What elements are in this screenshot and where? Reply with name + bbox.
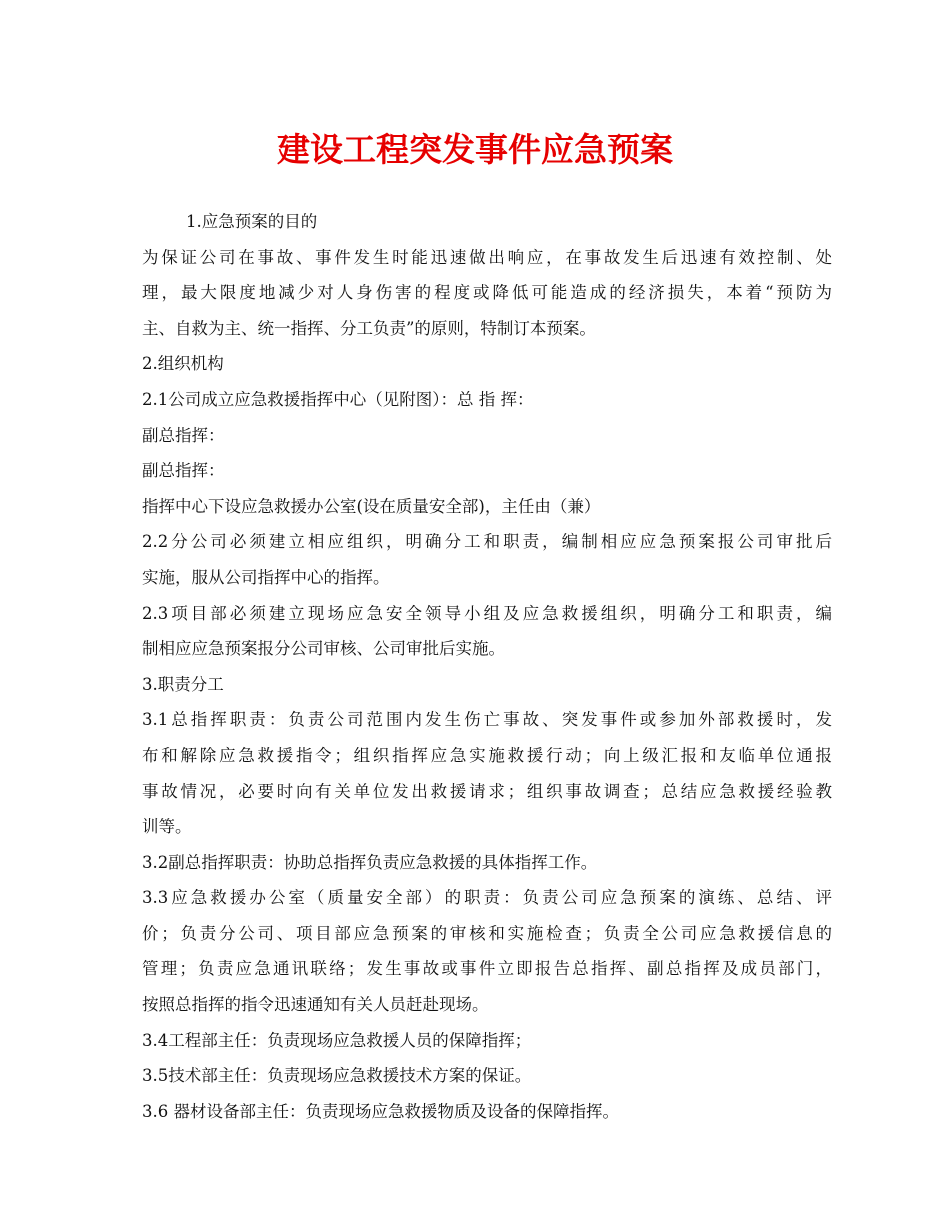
document-body [142, 204, 832, 1129]
paragraph-line: 3.2副总指挥职责：协助总指挥负责应急救援的具体指挥工作。 [142, 852, 598, 872]
document-title: 建设工程突发事件应急预案 [277, 130, 673, 169]
paragraph-line: 3.4工程部主任：负责现场应急救援人员的保障指挥； [142, 1030, 532, 1050]
paragraph-line: 3.6 器材设备部主任：负责现场应急救援物质及设备的保障指挥。 [142, 1101, 619, 1121]
paragraph-line: 管理；负责应急通讯联络；发生事故或事件立即报告总指挥、副总指挥及成员部门， [142, 959, 832, 979]
paragraph-line: 布和解除应急救援指令；组织指挥应急实施救援行动；向上级汇报和友临单位通报 [142, 745, 832, 765]
paragraph-line: 2.1公司成立应急救援指挥中心（见附图）：总 指 挥： [142, 389, 534, 409]
paragraph-line: 副总指挥： [142, 461, 225, 481]
paragraph-line: 3.1总指挥职责：负责公司范围内发生伤亡事故、突发事件或参加外部救援时，发 [142, 710, 832, 730]
paragraph-line: 为保证公司在事故、事件发生时能迅速做出响应，在事故发生后迅速有效控制、处 [142, 247, 832, 267]
paragraph-line: 主、自救为主、统一指挥、分工负责”的原则，特制订本预案。 [142, 318, 596, 338]
paragraph-line: 3.5技术部主任：负责现场应急救援技术方案的保证。 [142, 1066, 532, 1086]
paragraph-line: 2.3项目部必须建立现场应急安全领导小组及应急救援组织，明确分工和职责，编 [142, 603, 832, 623]
paragraph-line: 价；负责分公司、项目部应急预案的审核和实施检查；负责全公司应急救援信息的 [142, 923, 832, 943]
paragraph-line: 2.2分公司必须建立相应组织，明确分工和职责，编制相应应急预案报公司审批后 [142, 532, 832, 552]
section-heading: 2.组织机构 [142, 354, 224, 374]
paragraph-line: 理，最大限度地减少对人身伤害的程度或降低可能造成的经济损失，本着“预防为 [142, 283, 832, 303]
paragraph-line: 制相应应急预案报分公司审核、公司审批后实施。 [142, 639, 505, 659]
paragraph-line: 按照总指挥的指令迅速通知有关人员赶赴现场。 [142, 995, 489, 1015]
section-heading: 1.应急预案的目的 [186, 212, 318, 231]
paragraph-line: 3.3应急救援办公室（质量安全部）的职责：负责公司应急预案的演练、总结、评 [142, 888, 832, 908]
paragraph-line: 训等。 [142, 817, 192, 837]
paragraph-line: 副总指挥： [142, 425, 225, 445]
section-heading: 3.职责分工 [142, 674, 224, 694]
paragraph-line: 指挥中心下设应急救援办公室(设在质量安全部)，主任由（兼） [142, 496, 601, 516]
paragraph-line: 实施，服从公司指挥中心的指挥。 [142, 567, 390, 587]
paragraph-line: 事故情况，必要时向有关单位发出救援请求；组织事故调查；总结应急救援经验教 [142, 781, 832, 801]
